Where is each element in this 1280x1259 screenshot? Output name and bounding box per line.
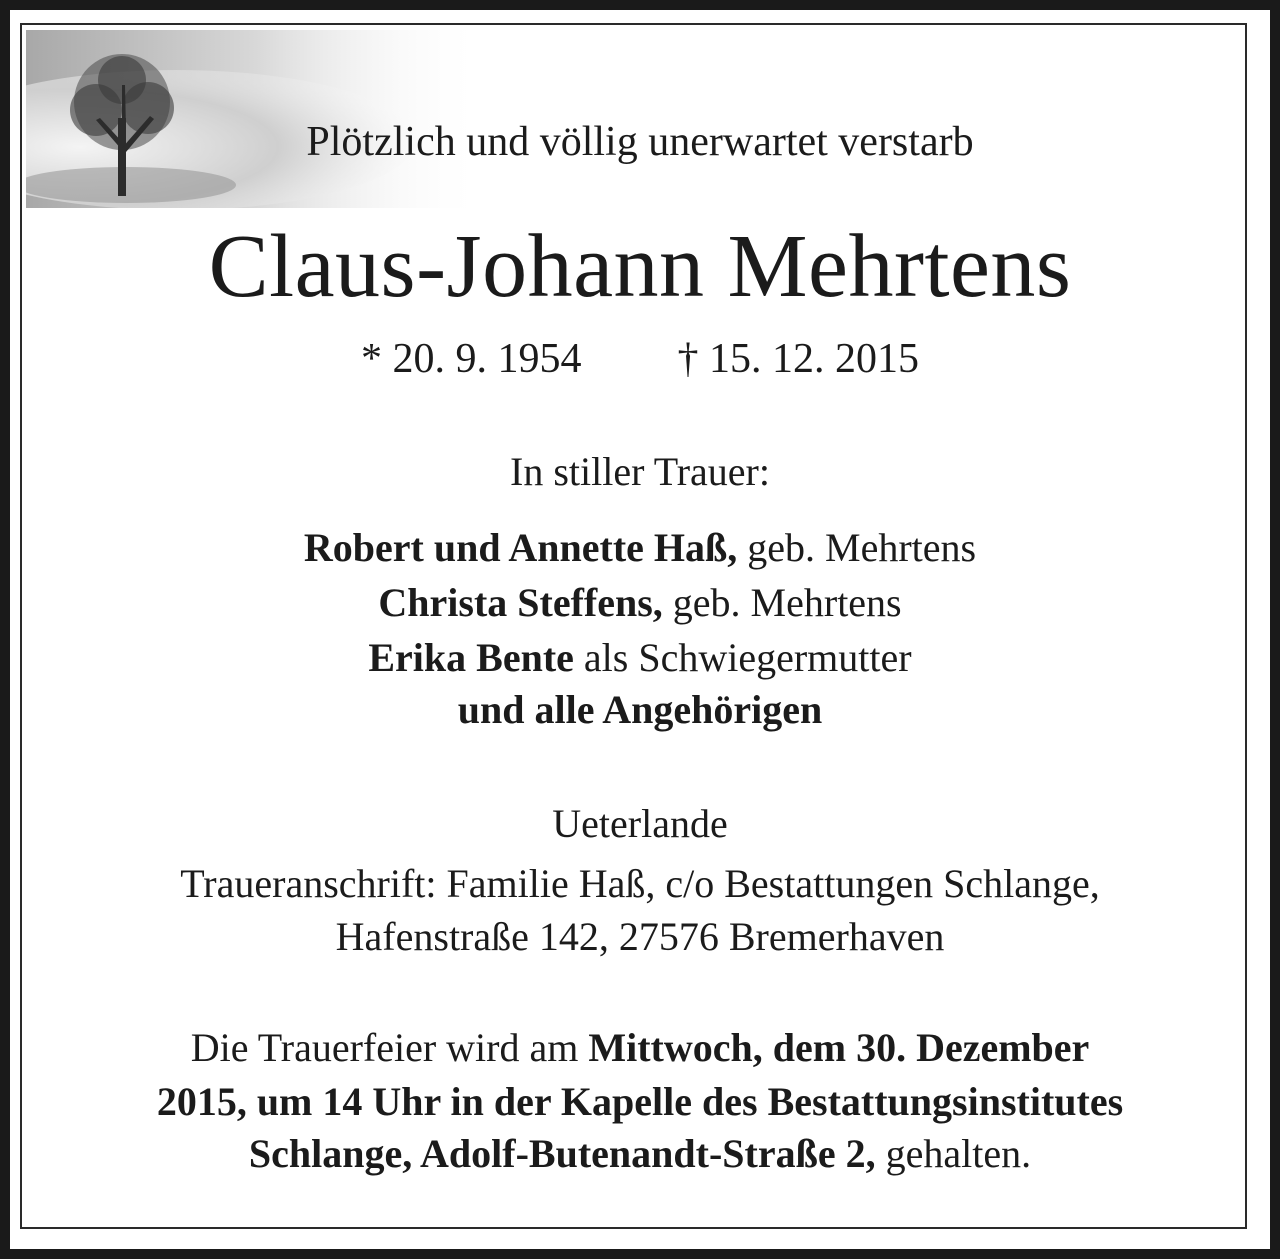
birth-date: * 20. 9. 1954 [361, 336, 582, 382]
mourner-line [0, 635, 1280, 680]
mourner-note: als Schwiegermutter [573, 635, 912, 680]
mourner-name: und alle Angehörigen [457, 687, 823, 732]
funeral-text: Die Trauerfeier wird am [190, 1025, 589, 1070]
intro-text: Plötzlich und völlig unerwartet verstarb [306, 119, 974, 165]
mourner-line [0, 580, 1280, 625]
address-line: Traueranschrift: Familie Haß, c/o Bestattungen Schlange, [180, 861, 1100, 906]
mourner-line [0, 525, 1280, 570]
funeral-text-bold: Mittwoch, dem 30. Dezember [588, 1025, 1090, 1070]
death-date: † 15. 12. 2015 [677, 336, 919, 382]
funeral-text-bold: Schlange, Adolf-Butenandt-Straße 2, [248, 1131, 876, 1176]
mourner-name: Robert und Annette Haß, [303, 525, 738, 570]
mourner-name: Christa Steffens, [378, 580, 663, 625]
mourner-name: Erika Bente [368, 635, 574, 680]
funeral-text: gehalten. [875, 1131, 1032, 1176]
funeral-line [0, 1131, 1280, 1176]
deceased-name: Claus-Johann Mehrtens [208, 217, 1072, 316]
mourner-note: geb. Mehrtens [662, 580, 902, 625]
mourning-heading: In stiller Trauer: [510, 449, 770, 494]
funeral-line: 2015, um 14 Uhr in der Kapelle des Bestattungsinstitutes [156, 1079, 1124, 1124]
life-dates [0, 338, 1280, 380]
mourner-line [0, 687, 1280, 732]
address-line: Hafenstraße 142, 27576 Bremerhaven [335, 914, 945, 959]
place-name: Ueterlande [552, 801, 728, 846]
funeral-line [0, 1025, 1280, 1070]
mourner-note: geb. Mehrtens [737, 525, 977, 570]
